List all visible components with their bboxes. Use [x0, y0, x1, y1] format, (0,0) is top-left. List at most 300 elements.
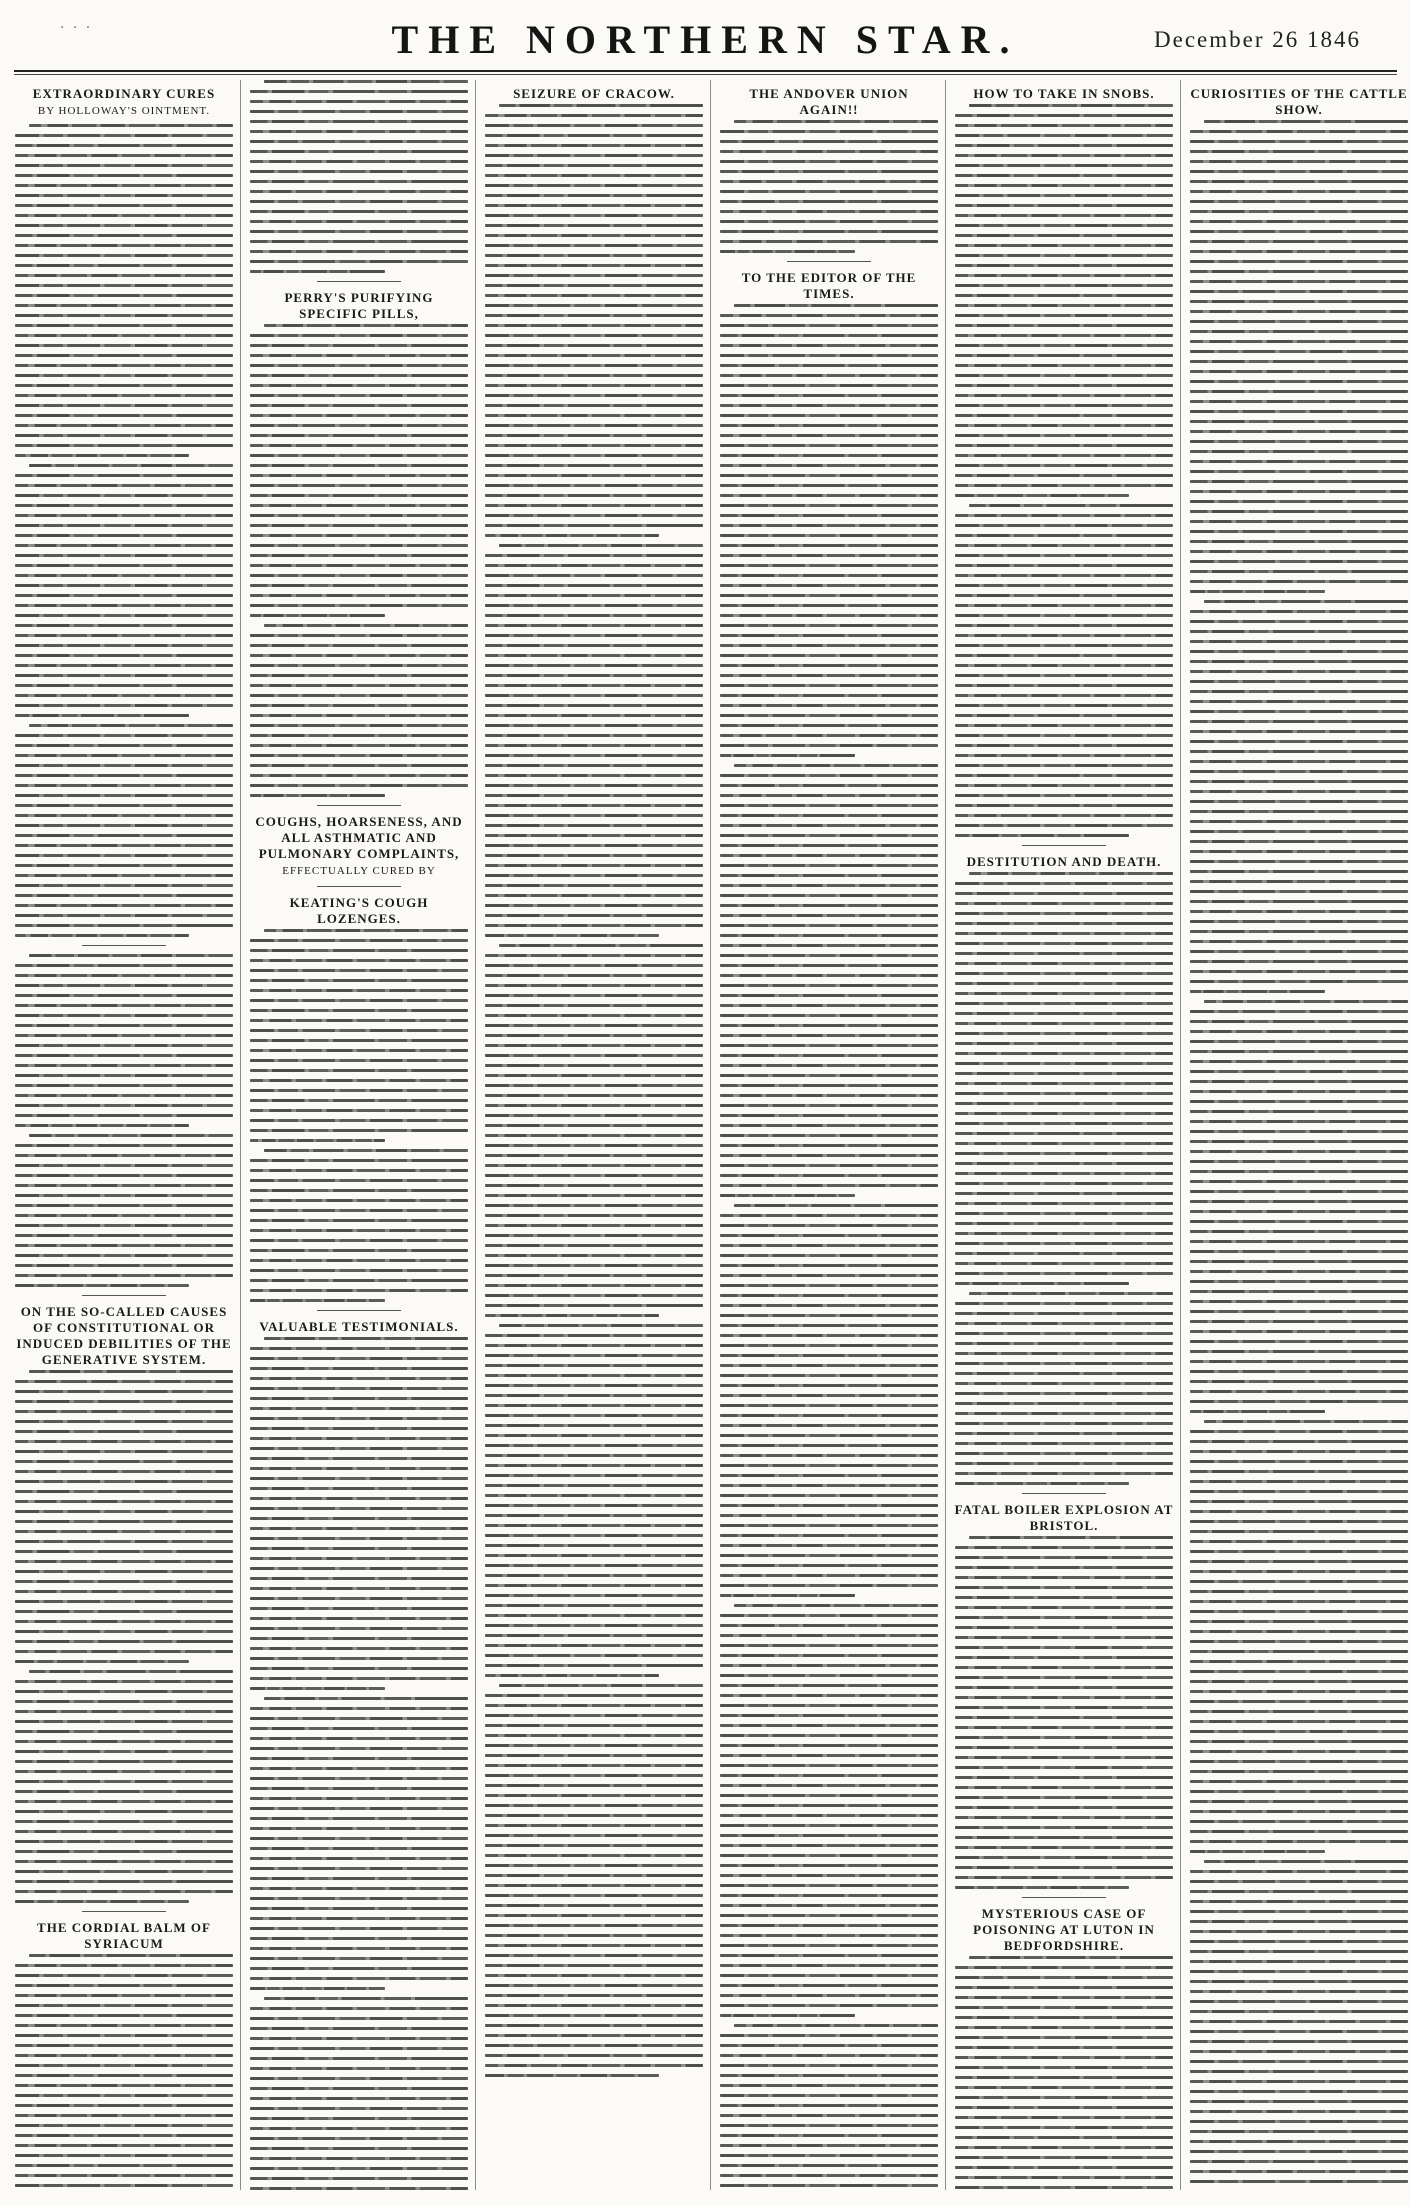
text-line — [250, 1229, 468, 1232]
text-line — [720, 924, 938, 927]
text-line — [720, 1864, 938, 1867]
text-line — [250, 534, 468, 537]
text-line — [720, 1214, 938, 1217]
text-line — [15, 184, 233, 187]
text-line — [15, 164, 233, 167]
text-line — [250, 1407, 468, 1410]
text-line — [485, 1214, 703, 1217]
text-line — [485, 754, 703, 757]
text-line — [1190, 1030, 1408, 1033]
text-line — [15, 1510, 233, 1513]
text-line — [720, 1274, 938, 1277]
text-line — [720, 1634, 938, 1637]
text-line — [1190, 2020, 1408, 2023]
text-line — [15, 794, 233, 797]
text-line — [1190, 990, 1325, 993]
text-line — [1190, 1110, 1408, 1113]
text-line — [250, 1647, 468, 1650]
text-line — [955, 624, 1173, 627]
text-line — [250, 1847, 468, 1850]
text-line — [15, 1700, 233, 1703]
text-line — [250, 1417, 468, 1420]
text-line — [720, 1424, 938, 1427]
paragraph — [720, 1604, 938, 2017]
text-line — [250, 210, 468, 213]
article-heading: COUGHS, HOARSENESS, AND ALL ASTHMATIC AND PULMONARY COMPLAINTS, — [255, 814, 463, 861]
text-line — [15, 1770, 233, 1773]
text-line — [250, 1239, 468, 1242]
article-heading: SEIZURE OF CRACOW. — [513, 86, 675, 101]
text-line — [250, 1269, 468, 1272]
text-line — [955, 1876, 1173, 1879]
text-line — [720, 1444, 938, 1447]
masthead-rule — [14, 70, 1397, 72]
text-line — [485, 574, 703, 577]
text-line — [485, 964, 703, 967]
text-line — [485, 1014, 703, 1017]
text-line — [15, 1174, 233, 1177]
text-line — [720, 744, 938, 747]
text-line — [955, 1666, 1173, 1669]
text-line — [1190, 1670, 1408, 1673]
text-line — [15, 154, 233, 157]
text-line — [1190, 210, 1408, 213]
article-heading: FATAL BOILER EXPLOSION AT BRISTOL. — [954, 1502, 1174, 1533]
text-line — [720, 2114, 938, 2117]
text-line — [15, 2064, 233, 2067]
text-line — [1190, 1390, 1408, 1393]
text-line — [1190, 1140, 1408, 1143]
text-line — [955, 734, 1173, 737]
text-line — [955, 1272, 1173, 1275]
text-line — [250, 704, 468, 707]
text-line — [15, 474, 233, 477]
text-line — [250, 734, 468, 737]
text-line — [250, 1607, 468, 1610]
text-line — [250, 1737, 468, 1740]
text-line — [955, 932, 1173, 935]
text-line — [15, 554, 233, 557]
text-line — [485, 1344, 703, 1347]
text-line — [955, 1202, 1173, 1205]
column-rule — [945, 80, 946, 2190]
text-line — [720, 664, 938, 667]
text-line — [955, 1442, 1173, 1445]
text-line — [955, 1546, 1173, 1549]
paragraph — [15, 1670, 233, 1903]
text-line — [250, 1507, 468, 1510]
text-line — [485, 1374, 703, 1377]
text-line — [250, 1867, 468, 1870]
paragraph — [15, 1134, 233, 1287]
paragraph — [955, 872, 1173, 1285]
text-line — [1190, 2100, 1408, 2103]
text-line — [955, 604, 1173, 607]
text-line — [15, 1640, 233, 1643]
text-line — [720, 1374, 938, 1377]
text-line — [720, 984, 938, 987]
text-line — [720, 1674, 938, 1677]
text-line — [955, 982, 1173, 985]
text-line — [250, 2107, 468, 2110]
text-line — [250, 1827, 468, 1830]
text-line — [955, 724, 1173, 727]
text-line — [1190, 720, 1408, 723]
text-line — [485, 914, 703, 917]
text-line — [250, 230, 468, 233]
text-line — [485, 484, 703, 487]
text-line — [720, 574, 938, 577]
text-line — [720, 1344, 938, 1347]
text-line — [955, 1966, 1173, 1969]
text-line — [15, 1850, 233, 1853]
text-line — [1190, 580, 1408, 583]
text-line — [1190, 1890, 1408, 1893]
text-line — [955, 2136, 1173, 2139]
text-line — [955, 1886, 1129, 1889]
text-line — [485, 634, 703, 637]
text-line — [1190, 1500, 1408, 1503]
text-line — [1190, 1760, 1408, 1763]
text-line — [955, 1072, 1173, 1075]
text-line — [485, 1894, 703, 1897]
text-line — [15, 1630, 233, 1633]
text-line — [250, 1387, 468, 1390]
text-line — [1190, 840, 1408, 843]
text-line — [1190, 640, 1408, 643]
article-column — [952, 80, 1176, 2190]
text-line — [720, 1964, 938, 1967]
text-line — [485, 1354, 703, 1357]
text-line — [250, 774, 468, 777]
text-line — [720, 834, 938, 837]
text-line — [720, 954, 938, 957]
text-line — [485, 1754, 703, 1757]
text-line — [485, 194, 703, 197]
text-line — [1190, 1210, 1408, 1213]
text-line — [955, 614, 1173, 617]
text-line — [1190, 1060, 1408, 1063]
text-line — [955, 892, 1173, 895]
text-line — [499, 104, 703, 107]
text-line — [485, 854, 703, 857]
text-line — [720, 914, 938, 917]
text-line — [485, 744, 703, 747]
text-line — [250, 1907, 468, 1910]
text-line — [955, 1736, 1173, 1739]
text-line — [250, 1347, 468, 1350]
text-line — [15, 1964, 233, 1967]
text-line — [250, 2167, 468, 2170]
text-line — [720, 1414, 938, 1417]
text-line — [955, 1222, 1173, 1225]
text-line — [955, 684, 1173, 687]
text-line — [250, 2037, 468, 2040]
text-line — [250, 1767, 468, 1770]
text-line — [485, 514, 703, 517]
text-line — [720, 974, 938, 977]
text-line — [250, 1109, 468, 1112]
text-line — [485, 924, 703, 927]
text-line — [1190, 390, 1408, 393]
text-line — [485, 1704, 703, 1707]
text-line — [1190, 1850, 1325, 1853]
text-line — [720, 2084, 938, 2087]
text-line — [250, 1477, 468, 1480]
text-line — [1190, 200, 1408, 203]
text-line — [15, 514, 233, 517]
text-line — [250, 1567, 468, 1570]
text-line — [720, 634, 938, 637]
text-line — [485, 1464, 703, 1467]
text-line — [1190, 2010, 1408, 2013]
text-line — [264, 1997, 468, 2000]
text-line — [250, 2177, 468, 2180]
text-line — [15, 1460, 233, 1463]
text-line — [1190, 680, 1408, 683]
text-line — [1190, 310, 1408, 313]
text-line — [485, 1774, 703, 1777]
text-line — [15, 1034, 233, 1037]
text-line — [955, 254, 1173, 257]
text-line — [250, 2007, 468, 2010]
text-line — [720, 1314, 938, 1317]
article-heading: THE ANDOVER UNION AGAIN!! — [749, 86, 909, 117]
text-line — [720, 1034, 938, 1037]
text-line — [15, 934, 189, 937]
text-line — [485, 134, 703, 137]
text-line — [15, 454, 189, 457]
text-line — [720, 1294, 938, 1297]
text-line — [485, 604, 703, 607]
text-line — [485, 704, 703, 707]
text-line — [485, 1404, 703, 1407]
text-line — [969, 1956, 1173, 1959]
text-line — [250, 1299, 385, 1302]
text-line — [485, 1884, 703, 1887]
text-line — [15, 1570, 233, 1573]
text-line — [720, 2064, 938, 2067]
text-line — [485, 1264, 703, 1267]
article-heading: MYSTERIOUS CASE OF POISONING AT LUTON IN BEDFORDSHIRE. — [973, 1906, 1155, 1953]
text-line — [15, 1660, 189, 1663]
text-line — [485, 1084, 703, 1087]
text-line — [485, 1094, 703, 1097]
text-line — [955, 1122, 1173, 1125]
text-line — [250, 674, 468, 677]
text-line — [955, 1312, 1173, 1315]
text-line — [955, 1002, 1173, 1005]
text-line — [1190, 1730, 1408, 1733]
paragraph — [250, 1337, 468, 1690]
text-line — [250, 1677, 468, 1680]
text-line — [250, 714, 468, 717]
text-line — [720, 374, 938, 377]
text-line — [1190, 860, 1408, 863]
text-line — [955, 1576, 1173, 1579]
text-line — [485, 1334, 703, 1337]
text-line — [1190, 770, 1408, 773]
text-line — [264, 324, 468, 327]
text-line — [955, 744, 1173, 747]
text-line — [264, 1337, 468, 1340]
text-line — [29, 1954, 233, 1957]
article-column — [1187, 80, 1411, 2190]
text-line — [250, 1397, 468, 1400]
text-line — [15, 264, 233, 267]
text-line — [250, 120, 468, 123]
text-line — [720, 344, 938, 347]
text-line — [250, 979, 468, 982]
text-line — [955, 1586, 1173, 1589]
paragraph — [485, 104, 703, 537]
text-line — [1190, 2000, 1408, 2003]
text-line — [955, 952, 1173, 955]
text-line — [485, 594, 703, 597]
text-line — [720, 1144, 938, 1147]
text-line — [15, 664, 233, 667]
text-line — [250, 384, 468, 387]
text-line — [955, 1302, 1173, 1305]
text-line — [1190, 1360, 1408, 1363]
text-line — [955, 524, 1173, 527]
text-line — [250, 90, 468, 93]
text-line — [485, 2054, 703, 2057]
text-line — [955, 444, 1173, 447]
text-line — [15, 2164, 233, 2167]
text-line — [1190, 1980, 1408, 1983]
text-line — [720, 754, 855, 757]
text-line — [955, 284, 1173, 287]
text-line — [15, 1880, 233, 1883]
text-line — [485, 1044, 703, 1047]
text-line — [1190, 1740, 1408, 1743]
text-line — [720, 1454, 938, 1457]
text-line — [485, 384, 703, 387]
article-heading: PERRY'S PURIFYING SPECIFIC PILLS, — [284, 290, 434, 321]
text-line — [485, 1484, 703, 1487]
text-line — [1190, 330, 1408, 333]
text-line — [250, 604, 468, 607]
section-divider — [1022, 1897, 1106, 1898]
text-line — [1190, 1180, 1408, 1183]
text-line — [485, 1834, 703, 1837]
text-line — [15, 1410, 233, 1413]
text-line — [720, 604, 938, 607]
column-rule — [1180, 80, 1181, 2190]
text-line — [15, 1860, 233, 1863]
text-line — [250, 1259, 468, 1262]
text-line — [264, 1697, 468, 1700]
text-line — [15, 1380, 233, 1383]
text-line — [720, 1264, 938, 1267]
text-line — [1190, 820, 1408, 823]
text-line — [15, 1500, 233, 1503]
text-line — [734, 1604, 938, 1607]
text-line — [720, 1764, 938, 1767]
text-line — [15, 534, 233, 537]
text-line — [720, 1484, 938, 1487]
text-line — [1190, 1800, 1408, 1803]
text-line — [720, 874, 938, 877]
text-line — [720, 1164, 938, 1167]
text-line — [485, 934, 659, 937]
text-line — [1190, 960, 1408, 963]
text-line — [1190, 690, 1408, 693]
article-heading: TO THE EDITOR OF THE TIMES. — [741, 270, 917, 301]
text-line — [485, 694, 703, 697]
text-line — [15, 1234, 233, 1237]
text-line — [969, 104, 1173, 107]
text-line — [720, 824, 938, 827]
text-line — [15, 884, 233, 887]
text-line — [955, 544, 1173, 547]
text-line — [1190, 260, 1408, 263]
text-line — [15, 334, 233, 337]
text-line — [720, 684, 938, 687]
text-line — [955, 1322, 1173, 1325]
text-line — [1190, 2090, 1408, 2093]
text-line — [15, 694, 233, 697]
text-line — [250, 1587, 468, 1590]
text-line — [15, 2074, 233, 2077]
text-line — [15, 374, 233, 377]
text-line — [720, 1124, 938, 1127]
text-line — [250, 594, 468, 597]
masthead-ornament: · · · — [60, 20, 93, 36]
text-line — [955, 1716, 1173, 1719]
text-line — [485, 1714, 703, 1717]
text-line — [955, 244, 1173, 247]
text-line — [485, 1844, 703, 1847]
text-line — [15, 1184, 233, 1187]
text-line — [955, 464, 1173, 467]
text-line — [955, 2106, 1173, 2109]
text-line — [485, 274, 703, 277]
text-line — [1190, 1440, 1408, 1443]
text-line — [720, 314, 938, 317]
text-line — [250, 394, 468, 397]
section-divider — [317, 886, 401, 887]
text-line — [1190, 1220, 1408, 1223]
text-line — [720, 1924, 938, 1927]
text-line — [264, 929, 468, 932]
text-line — [955, 1452, 1173, 1455]
text-line — [250, 2117, 468, 2120]
text-line — [720, 854, 938, 857]
text-line — [485, 1234, 703, 1237]
text-line — [1190, 1940, 1408, 1943]
text-line — [720, 1854, 938, 1857]
text-line — [15, 144, 233, 147]
text-line — [15, 1530, 233, 1533]
text-line — [485, 2024, 703, 2027]
text-line — [250, 1129, 468, 1132]
text-line — [250, 1707, 468, 1710]
text-line — [1190, 1410, 1325, 1413]
text-line — [955, 1482, 1129, 1485]
text-line — [720, 1354, 938, 1357]
text-line — [955, 334, 1173, 337]
text-line — [1190, 410, 1408, 413]
text-line — [485, 724, 703, 727]
text-line — [1190, 1510, 1408, 1513]
text-line — [955, 1472, 1173, 1475]
text-line — [250, 1627, 468, 1630]
text-line — [485, 1554, 703, 1557]
text-line — [955, 1182, 1173, 1185]
text-line — [955, 1132, 1173, 1135]
